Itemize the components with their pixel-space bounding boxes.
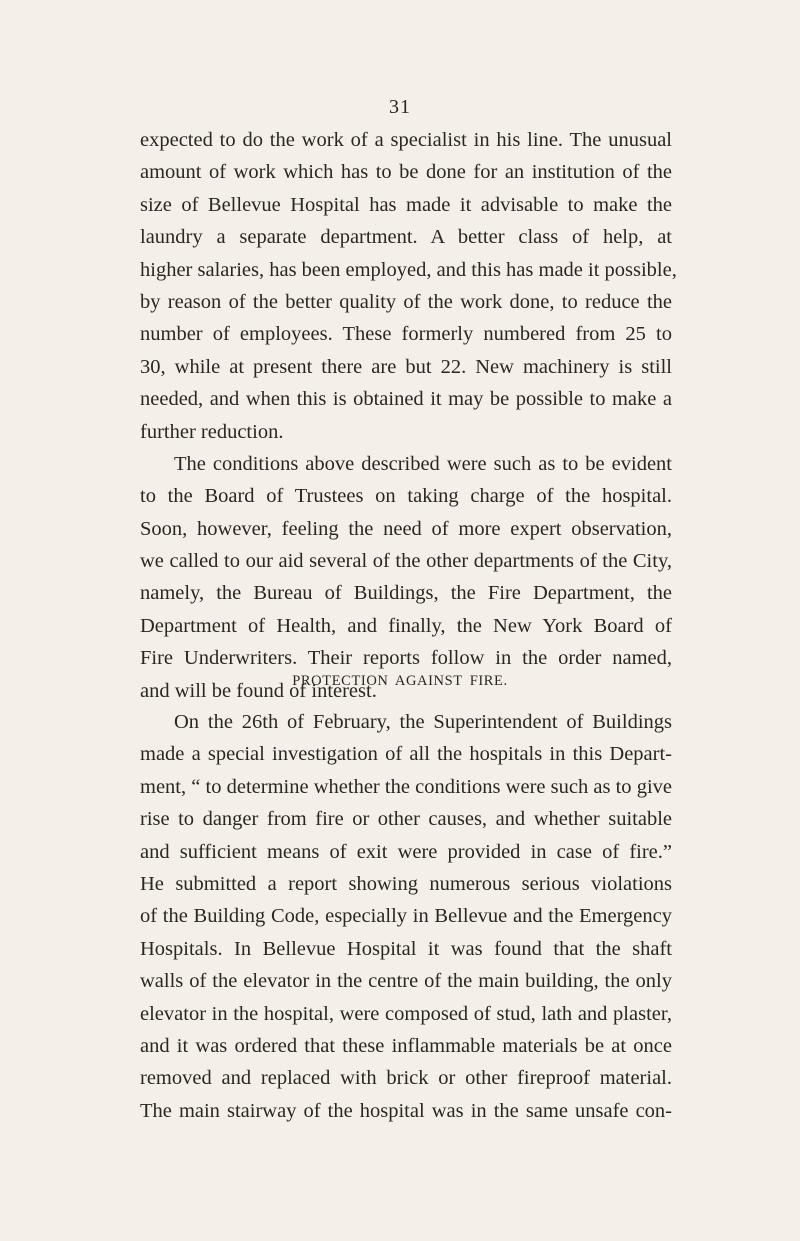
text-line: and sufficient means of exit were provided in case of fire.” — [140, 840, 672, 863]
paragraph-block-fire-protection — [140, 706, 672, 1127]
text-line: by reason of the better quality of the work done, to reduce the — [140, 290, 672, 313]
text-line: The conditions above described were such as to be evident — [174, 452, 672, 475]
section-heading: PROTECTION AGAINST FIRE. — [292, 673, 508, 689]
text-line: we called to our aid several of the other departments of the City, — [140, 550, 672, 573]
text-line: laundry a separate department. A better class of help, at — [140, 226, 672, 249]
paragraph-block-laundry-and-conditions — [140, 124, 677, 707]
text-line: Fire Underwriters. Their reports follow in the order named, — [140, 647, 672, 670]
text-line: expected to do the work of a specialist in his line. The unusual — [140, 129, 672, 151]
text-line: removed and replaced with brick or other fireproof material. — [140, 1067, 672, 1090]
text-line: 30, while at present there are but 22. New machinery is still — [140, 355, 672, 378]
text-line: size of Bellevue Hospital has made it advisable to make the — [140, 193, 672, 216]
text-line: On the 26th of February, the Superintendent of Buildings — [174, 711, 672, 733]
text-line: needed, and when this is obtained it may be possible to make a — [140, 388, 672, 411]
text-line: Hospitals. In Bellevue Hospital it was found that the shaft — [140, 937, 672, 960]
text-line: amount of work which has to be done for an institution of the — [140, 161, 672, 184]
text-line: and will be found of interest. — [140, 679, 377, 702]
text-line: rise to danger from fire or other causes, and whether suitable — [140, 808, 672, 831]
text-line: number of employees. These formerly numbered from 25 to — [140, 323, 672, 346]
text-line: to the Board of Trustees on taking charge of the hospital. — [140, 485, 672, 508]
text-line: higher salaries, has been employed, and this has made it possible, — [140, 258, 677, 281]
text-line: of the Building Code, especially in Bellevue and the Emergency — [140, 905, 672, 928]
text-line: and it was ordered that these inflammable materials be at once — [140, 1034, 672, 1057]
text-line: The main stairway of the hospital was in the same unsafe con- — [140, 1099, 672, 1122]
text-line: Soon, however, feeling the need of more expert observation, — [140, 517, 672, 540]
text-line: Department of Health, and finally, the New York Board of — [140, 614, 672, 637]
text-line: further reduction. — [140, 420, 284, 443]
text-line: ment, “ to determine whether the conditions were such as to give — [140, 775, 672, 798]
page-number: 31 — [389, 96, 411, 118]
text-line: elevator in the hospital, were composed of stud, lath and plaster, — [140, 1002, 672, 1025]
text-line: walls of the elevator in the centre of the main building, the only — [140, 970, 672, 993]
text-line: He submitted a report showing numerous serious violations — [140, 872, 672, 895]
text-line: made a special investigation of all the hospitals in this Depart- — [140, 743, 672, 766]
text-line: namely, the Bureau of Buildings, the Fire Department, the — [140, 582, 672, 605]
